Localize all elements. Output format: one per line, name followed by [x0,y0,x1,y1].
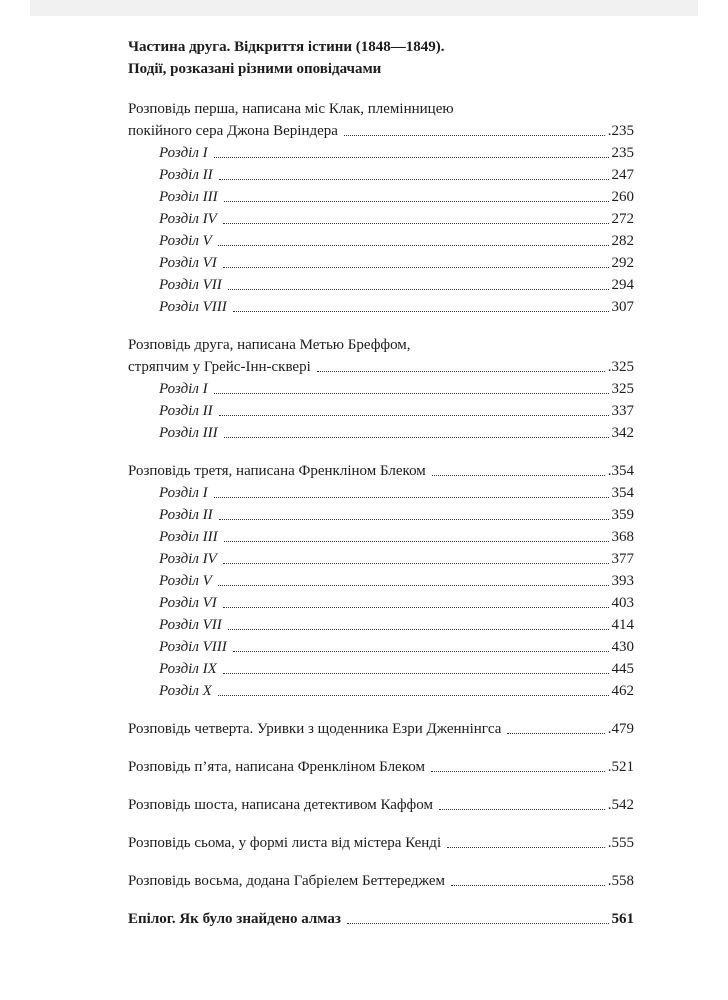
toc-chapter-entry[interactable] [128,570,634,592]
chapter-page-number: 325 [611,381,634,397]
dot-leader [451,885,605,886]
toc-chapter-entry[interactable] [128,274,634,296]
chapter-title: Розділ IV [159,551,217,567]
chapter-page-number: 342 [611,425,634,441]
chapter-title: Розділ VIII [159,299,227,315]
table-of-contents [128,36,634,930]
section-page-number: .325 [607,359,634,375]
toc-section [128,756,634,778]
dot-leader [218,245,609,246]
section-page-number: .235 [607,123,634,139]
chapter-title: Розділ VII [159,277,222,293]
toc-chapter-entry[interactable] [128,548,634,570]
dot-leader [344,135,605,136]
chapter-title: Розділ II [159,507,213,523]
dot-leader [223,607,609,608]
chapter-page-number: 247 [611,167,634,183]
toc-epilogue-entry[interactable] [128,908,634,930]
section-title: Розповідь сьома, у формі листа від містера Кенді [128,835,442,851]
dot-leader [432,475,605,476]
toc-chapter-entry[interactable] [128,592,634,614]
toc-chapter-entry[interactable] [128,482,634,504]
toc-chapter-entry[interactable] [128,614,634,636]
section-title: Розповідь п’ята, написана Френкліном Блеком [128,759,425,775]
toc-section-entry[interactable] [128,356,634,378]
epilogue-page: 561 [611,911,634,927]
dot-leader [223,267,609,268]
chapter-title: Розділ I [159,145,208,161]
dot-leader [228,289,609,290]
chapter-page-number: 272 [611,211,634,227]
toc-section [128,870,634,892]
chapter-title: Розділ VI [159,255,217,271]
dot-leader [507,733,604,734]
toc-section [128,98,634,318]
chapter-page-number: 430 [611,639,634,655]
chapter-title: Розділ IV [159,211,217,227]
toc-section [128,718,634,740]
chapter-page-number: 292 [611,255,634,271]
chapter-page-number: 337 [611,403,634,419]
dot-leader [219,519,609,520]
toc-chapter-entry[interactable] [128,296,634,318]
toc-section-entry[interactable] [128,120,634,142]
section-page-number: .479 [607,721,634,737]
toc-section-entry[interactable] [128,460,634,482]
chapter-page-number: 260 [611,189,634,205]
dot-leader [223,563,609,564]
dot-leader [431,771,605,772]
section-page-number: .542 [607,797,634,813]
toc-section-entry[interactable] [128,832,634,854]
section-page-number: .354 [607,463,634,479]
chapter-title: Розділ I [159,381,208,397]
chapter-title: Розділ III [159,425,218,441]
part-title: Частина друга. Відкриття істини (1848—1849). [128,39,445,55]
dot-leader [214,393,609,394]
part-subtitle: Події, розказані різними оповідачами [128,61,382,77]
dot-leader [224,437,609,438]
chapter-title: Розділ X [159,683,212,699]
chapter-page-number: 462 [611,683,634,699]
toc-chapter-entry[interactable] [128,526,634,548]
dot-leader [317,371,605,372]
section-title-line1: Розповідь друга, написана Метью Бреффом, [128,337,411,353]
section-title: Розповідь восьма, додана Габріелем Беттереджем [128,873,445,889]
toc-section-entry[interactable] [128,718,634,740]
chapter-page-number: 414 [611,617,634,633]
toc-section-entry[interactable] [128,794,634,816]
section-page-number: .558 [607,873,634,889]
chapter-title: Розділ VI [159,595,217,611]
page-top-edge [30,0,698,16]
section-title: Розповідь шоста, написана детективом Каффом [128,797,433,813]
toc-section-entry[interactable] [128,756,634,778]
dot-leader [219,179,609,180]
section-page-number: .555 [607,835,634,851]
toc-chapter-entry[interactable] [128,636,634,658]
toc-chapter-entry[interactable] [128,186,634,208]
dot-leader [224,201,609,202]
dot-leader [214,157,609,158]
dot-leader [233,311,609,312]
toc-chapter-entry[interactable] [128,422,634,444]
chapter-page-number: 307 [611,299,634,315]
section-title-line1: Розповідь перша, написана міс Клак, племінницею [128,101,454,117]
dot-leader [219,415,609,416]
chapter-title: Розділ V [159,573,212,589]
chapter-title: Розділ VIII [159,639,227,655]
chapter-title: Розділ I [159,485,208,501]
toc-chapter-entry[interactable] [128,378,634,400]
chapter-page-number: 368 [611,529,634,545]
section-title: покійного сера Джона Веріндера [128,123,338,139]
toc-sections [128,98,634,892]
dot-leader [214,497,609,498]
section-page-number: .521 [607,759,634,775]
toc-section-entry[interactable] [128,870,634,892]
toc-section [128,832,634,854]
chapter-page-number: 445 [611,661,634,677]
dot-leader [218,585,609,586]
chapter-page-number: 294 [611,277,634,293]
section-title: стряпчим у Грейс-Інн-сквері [128,359,311,375]
toc-chapter-entry[interactable] [128,400,634,422]
chapter-title: Розділ III [159,529,218,545]
chapter-page-number: 359 [611,507,634,523]
chapter-title: Розділ II [159,167,213,183]
chapter-page-number: 393 [611,573,634,589]
toc-chapter-entry[interactable] [128,164,634,186]
chapter-page-number: 354 [611,485,634,501]
toc-chapter-entry[interactable] [128,680,634,702]
chapter-page-number: 377 [611,551,634,567]
chapter-title: Розділ II [159,403,213,419]
toc-chapter-entry[interactable] [128,658,634,680]
chapter-page-number: 282 [611,233,634,249]
dot-leader [439,809,605,810]
toc-chapter-entry[interactable] [128,504,634,526]
toc-section [128,794,634,816]
dot-leader [347,923,609,924]
dot-leader [223,223,609,224]
dot-leader [233,651,609,652]
epilogue-title: Епілог. Як було знайдено алмаз [128,911,341,927]
toc-chapter-entry[interactable] [128,142,634,164]
toc-chapter-entry[interactable] [128,252,634,274]
chapter-title: Розділ IX [159,661,217,677]
chapter-page-number: 235 [611,145,634,161]
dot-leader [224,541,609,542]
toc-section [128,334,634,444]
toc-section [128,460,634,702]
chapter-title: Розділ VII [159,617,222,633]
dot-leader [223,673,609,674]
dot-leader [218,695,609,696]
section-title: Розповідь четверта. Уривки з щоденника Езри Дженнінгса [128,721,502,737]
dot-leader [447,847,605,848]
section-title: Розповідь третя, написана Френкліном Блеком [128,463,426,479]
dot-leader [228,629,609,630]
chapter-title: Розділ V [159,233,212,249]
chapter-page-number: 403 [611,595,634,611]
toc-chapter-entry[interactable] [128,208,634,230]
chapter-title: Розділ III [159,189,218,205]
toc-chapter-entry[interactable] [128,230,634,252]
